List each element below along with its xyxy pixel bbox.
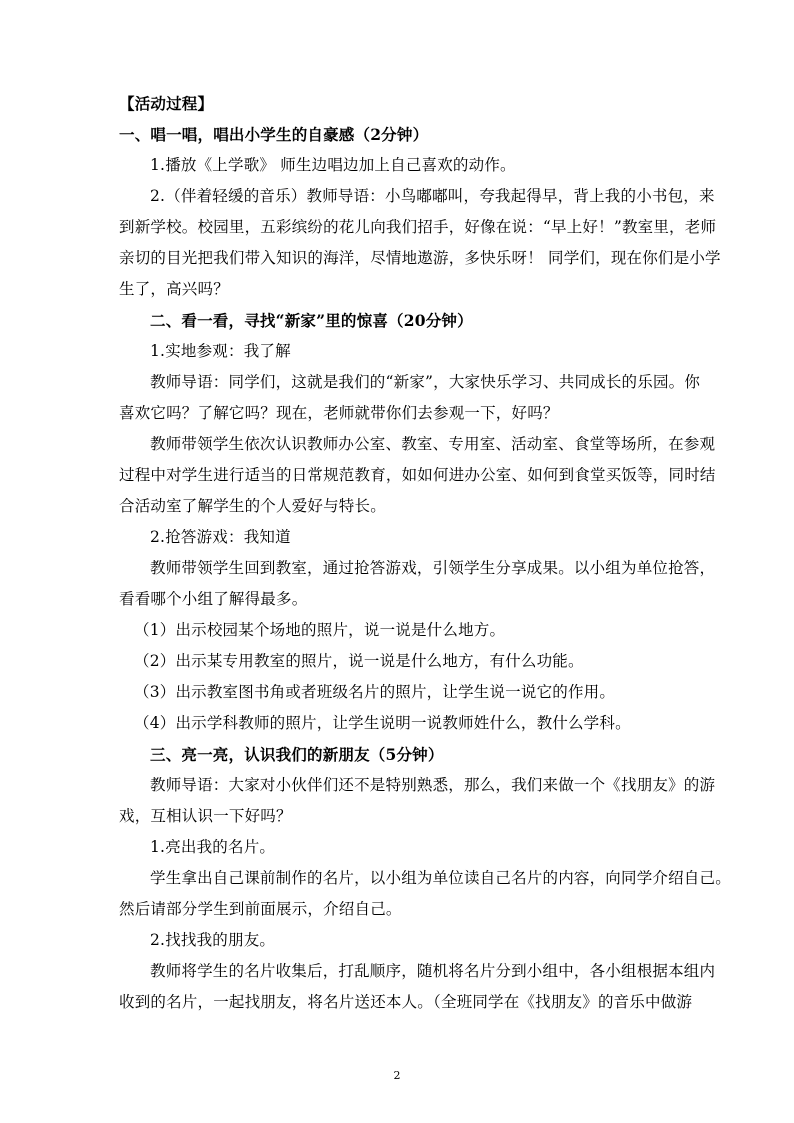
text-line: 合活动室了解学生的个人爱好与特长。 [119,497,386,515]
document-body [119,88,731,1018]
text-line: 生了，高兴吗？ [119,280,229,298]
text-line: 学生拿出自己课前制作的名片，以小组为单位读自己名片的内容，向同学介绍自己。 [150,869,731,887]
section-heading: 二、看一看，寻找“新家”里的惊喜（20分钟） [150,311,473,330]
section-heading: 一、唱一唱，唱出小学生的自豪感（2分钟） [119,125,429,144]
text-line: 亲切的目光把我们带入知识的海洋，尽情地遨游，多快乐呀！ 同学们，现在你们是小学 [119,249,721,267]
section-heading: 【活动过程】 [119,94,214,113]
text-line: （4）出示学科教师的照片，让学生说明一说教师姓什么，教什么学科。 [134,714,631,732]
text-line: 教师导语：大家对小伙伴们还不是特别熟悉，那么，我们来做一个《找朋友》的游 [150,776,716,794]
text-line: （2）出示某专用教室的照片，说一说是什么地方，有什么功能。 [134,652,584,670]
text-line: 收到的名片，一起找朋友，将名片送还本人。（全班同学在《找朋友》的音乐中做游 [119,993,693,1011]
text-line: 看看哪个小组了解得最多。 [119,590,308,608]
text-line: 1.播放《上学歌》 师生边唱边加上自己喜欢的动作。 [150,156,516,174]
page-number: 2 [393,1069,401,1082]
text-line: 教师导语：同学们，这就是我们的“新家”，大家快乐学习、共同成长的乐园。你 [150,373,701,391]
text-line: 2.抢答游戏：我知道 [150,528,291,546]
text-line: 2.找找我的朋友。 [150,931,276,949]
text-line: 过程中对学生进行适当的日常规范教育，如如何进办公室、如何到食堂买饭等，同时结 [119,466,716,484]
text-line: 教师将学生的名片收集后，打乱顺序，随机将名片分到小组中，各小组根据本组内 [150,962,716,980]
text-line: 教师带领学生回到教室，通过抢答游戏，引领学生分享成果。以小组为单位抢答， [150,559,716,577]
text-line: （3）出示教室图书角或者班级名片的照片，让学生说一说它的作用。 [134,683,616,701]
text-line: 然后请部分学生到前面展示，介绍自己。 [119,900,402,918]
section-heading: 三、亮一亮，认识我们的新朋友（5分钟） [150,745,444,764]
text-line: 2.（伴着轻缓的音乐）教师导语：小鸟嘟嘟叫，夸我起得早，背上我的小书包，来 [150,187,715,205]
text-line: 到新学校。校园里，五彩缤纷的花儿向我们招手，好像在说：“早上好！”教室里，老师 [119,218,717,236]
text-line: （1）出示校园某个场地的照片，说一说是什么地方。 [134,621,506,639]
text-line: 教师带领学生依次认识教师办公室、教室、专用室、活动室、食堂等场所，在参观 [150,435,716,453]
text-line: 戏，互相认识一下好吗？ [119,807,292,825]
text-line: 1.实地参观：我了解 [150,342,291,360]
text-line: 1.亮出我的名片。 [150,838,276,856]
text-line: 喜欢它吗？了解它吗？现在，老师就带你们去参观一下，好吗？ [119,404,559,422]
